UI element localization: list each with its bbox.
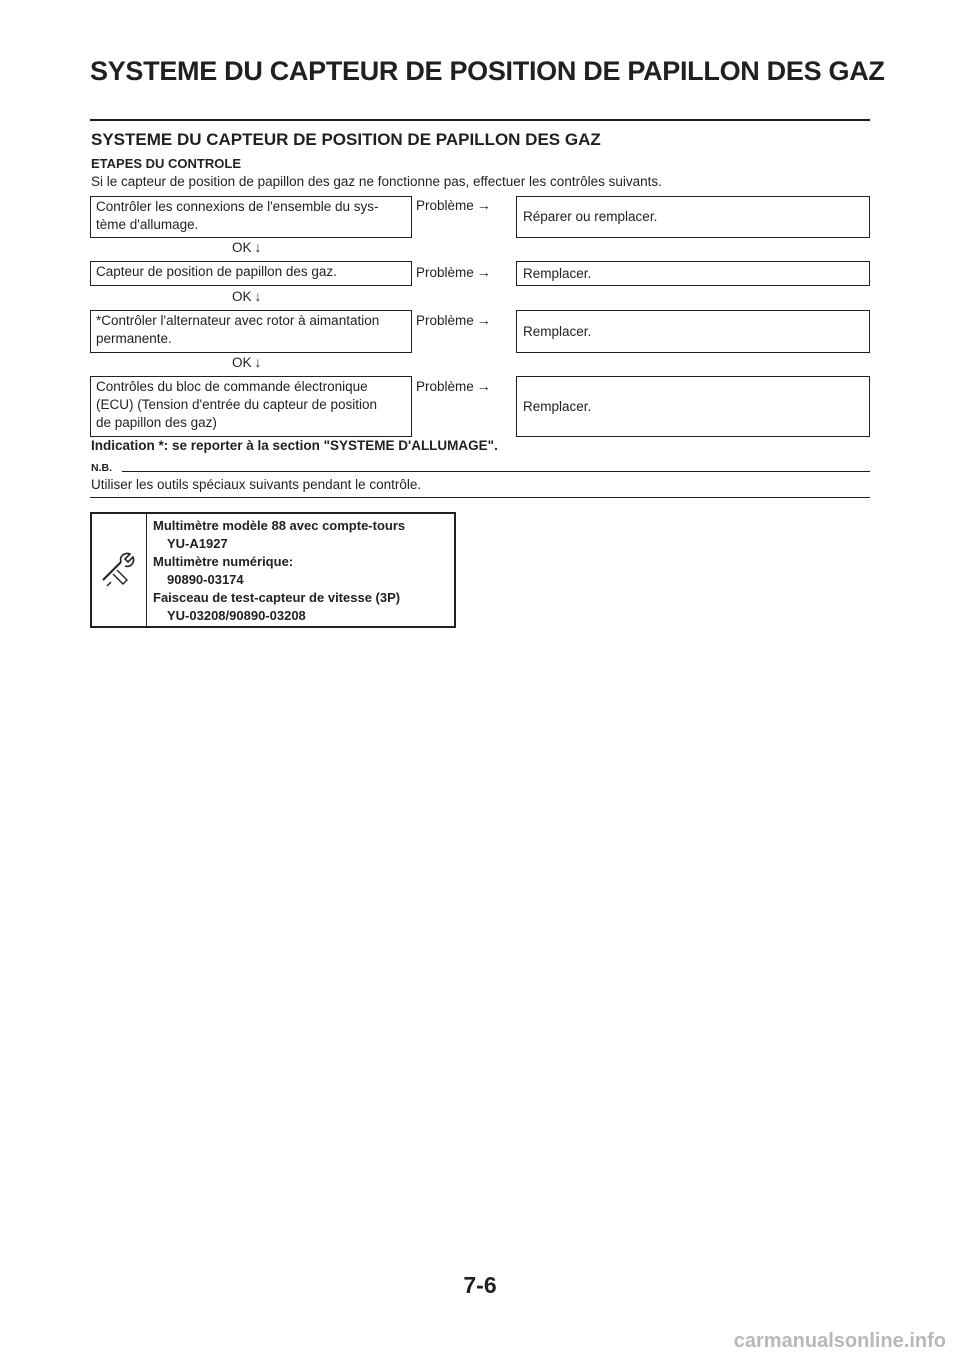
problem-text: Problème [416,265,474,280]
tool-name: Multimètre numérique: [153,554,294,569]
steps-intro: Si le capteur de position de papillon des gaz ne fonctionne pas, effectuer les contrôles suivants. [91,174,662,189]
problem-label-4 [416,378,491,394]
special-tool-icon [99,550,139,590]
tool-name: Faisceau de test-capteur de vitesse (3P) [153,590,401,605]
check-text-line: de papillon des gaz) [96,415,217,430]
down-arrow-icon: ↓ [254,288,262,304]
check-box-3 [90,310,412,353]
tool-code: 90890-03174 [167,572,244,587]
check-text-line: tème d'allumage. [96,217,199,232]
check-text-line: Capteur de position de papillon des gaz. [96,264,337,279]
right-arrow-icon: → [476,378,491,394]
ok-label-2 [232,288,262,304]
check-text-line: *Contrôler l'alternateur avec rotor à aimantation [96,313,380,328]
problem-label-2 [416,264,491,280]
action-box-4 [516,376,870,437]
right-arrow-icon: → [476,312,491,328]
ok-text: OK [232,289,252,304]
steps-title: ETAPES DU CONTROLE [91,156,241,171]
ok-label-3 [232,354,262,370]
watermark: carmanualsonline.info [733,1330,946,1352]
check-box-1 [90,196,412,238]
problem-text: Problème [416,313,474,328]
ok-text: OK [232,240,252,255]
action-box-3 [516,310,870,353]
problem-label-1 [416,197,491,213]
tool-icon-cell [92,514,147,626]
check-text-line: Contrôles du bloc de commande électronique [96,379,368,394]
header-divider [90,119,870,121]
tool-code: YU-03208/90890-03208 [167,608,306,623]
section-title: SYSTEME DU CAPTEUR DE POSITION DE PAPILLON DES GAZ [91,130,601,149]
down-arrow-icon: ↓ [254,239,262,255]
ok-label-1 [232,239,262,255]
page-header-title: SYSTEME DU CAPTEUR DE POSITION DE PAPILLON DES GAZ [90,56,885,86]
action-box-2 [516,261,870,286]
action-text: Réparer ou remplacer. [523,209,658,224]
check-text-line: Contrôler les connexions de l'ensemble du sys- [96,199,379,214]
nb-label: N.B. [91,462,112,474]
problem-label-3 [416,312,491,328]
right-arrow-icon: → [476,264,491,280]
tool-list [147,514,411,626]
action-box-1 [516,196,870,238]
ok-text: OK [232,355,252,370]
tool-name: Multimètre modèle 88 avec compte-tours [153,518,406,533]
check-text-line: permanente. [96,331,172,346]
nb-bottom-divider [90,497,870,498]
problem-text: Problème [416,198,474,213]
check-box-2 [90,261,412,286]
action-text: Remplacer. [523,323,592,339]
check-box-4 [90,376,412,437]
action-text: Remplacer. [523,398,592,414]
down-arrow-icon: ↓ [254,354,262,370]
check-text-line: (ECU) (Tension d'entrée du capteur de position [96,397,377,412]
tool-code: YU-A1927 [167,536,228,551]
nb-divider [122,471,870,472]
special-tools-table [90,512,456,628]
problem-text: Problème [416,379,474,394]
page-number: 7-6 [463,1272,497,1298]
action-text: Remplacer. [523,265,592,281]
indication-note: Indication *: se reporter à la section "SYSTEME D'ALLUMAGE". [91,438,498,453]
right-arrow-icon: → [476,197,491,213]
nb-text: Utiliser les outils spéciaux suivants pendant le contrôle. [91,477,422,492]
